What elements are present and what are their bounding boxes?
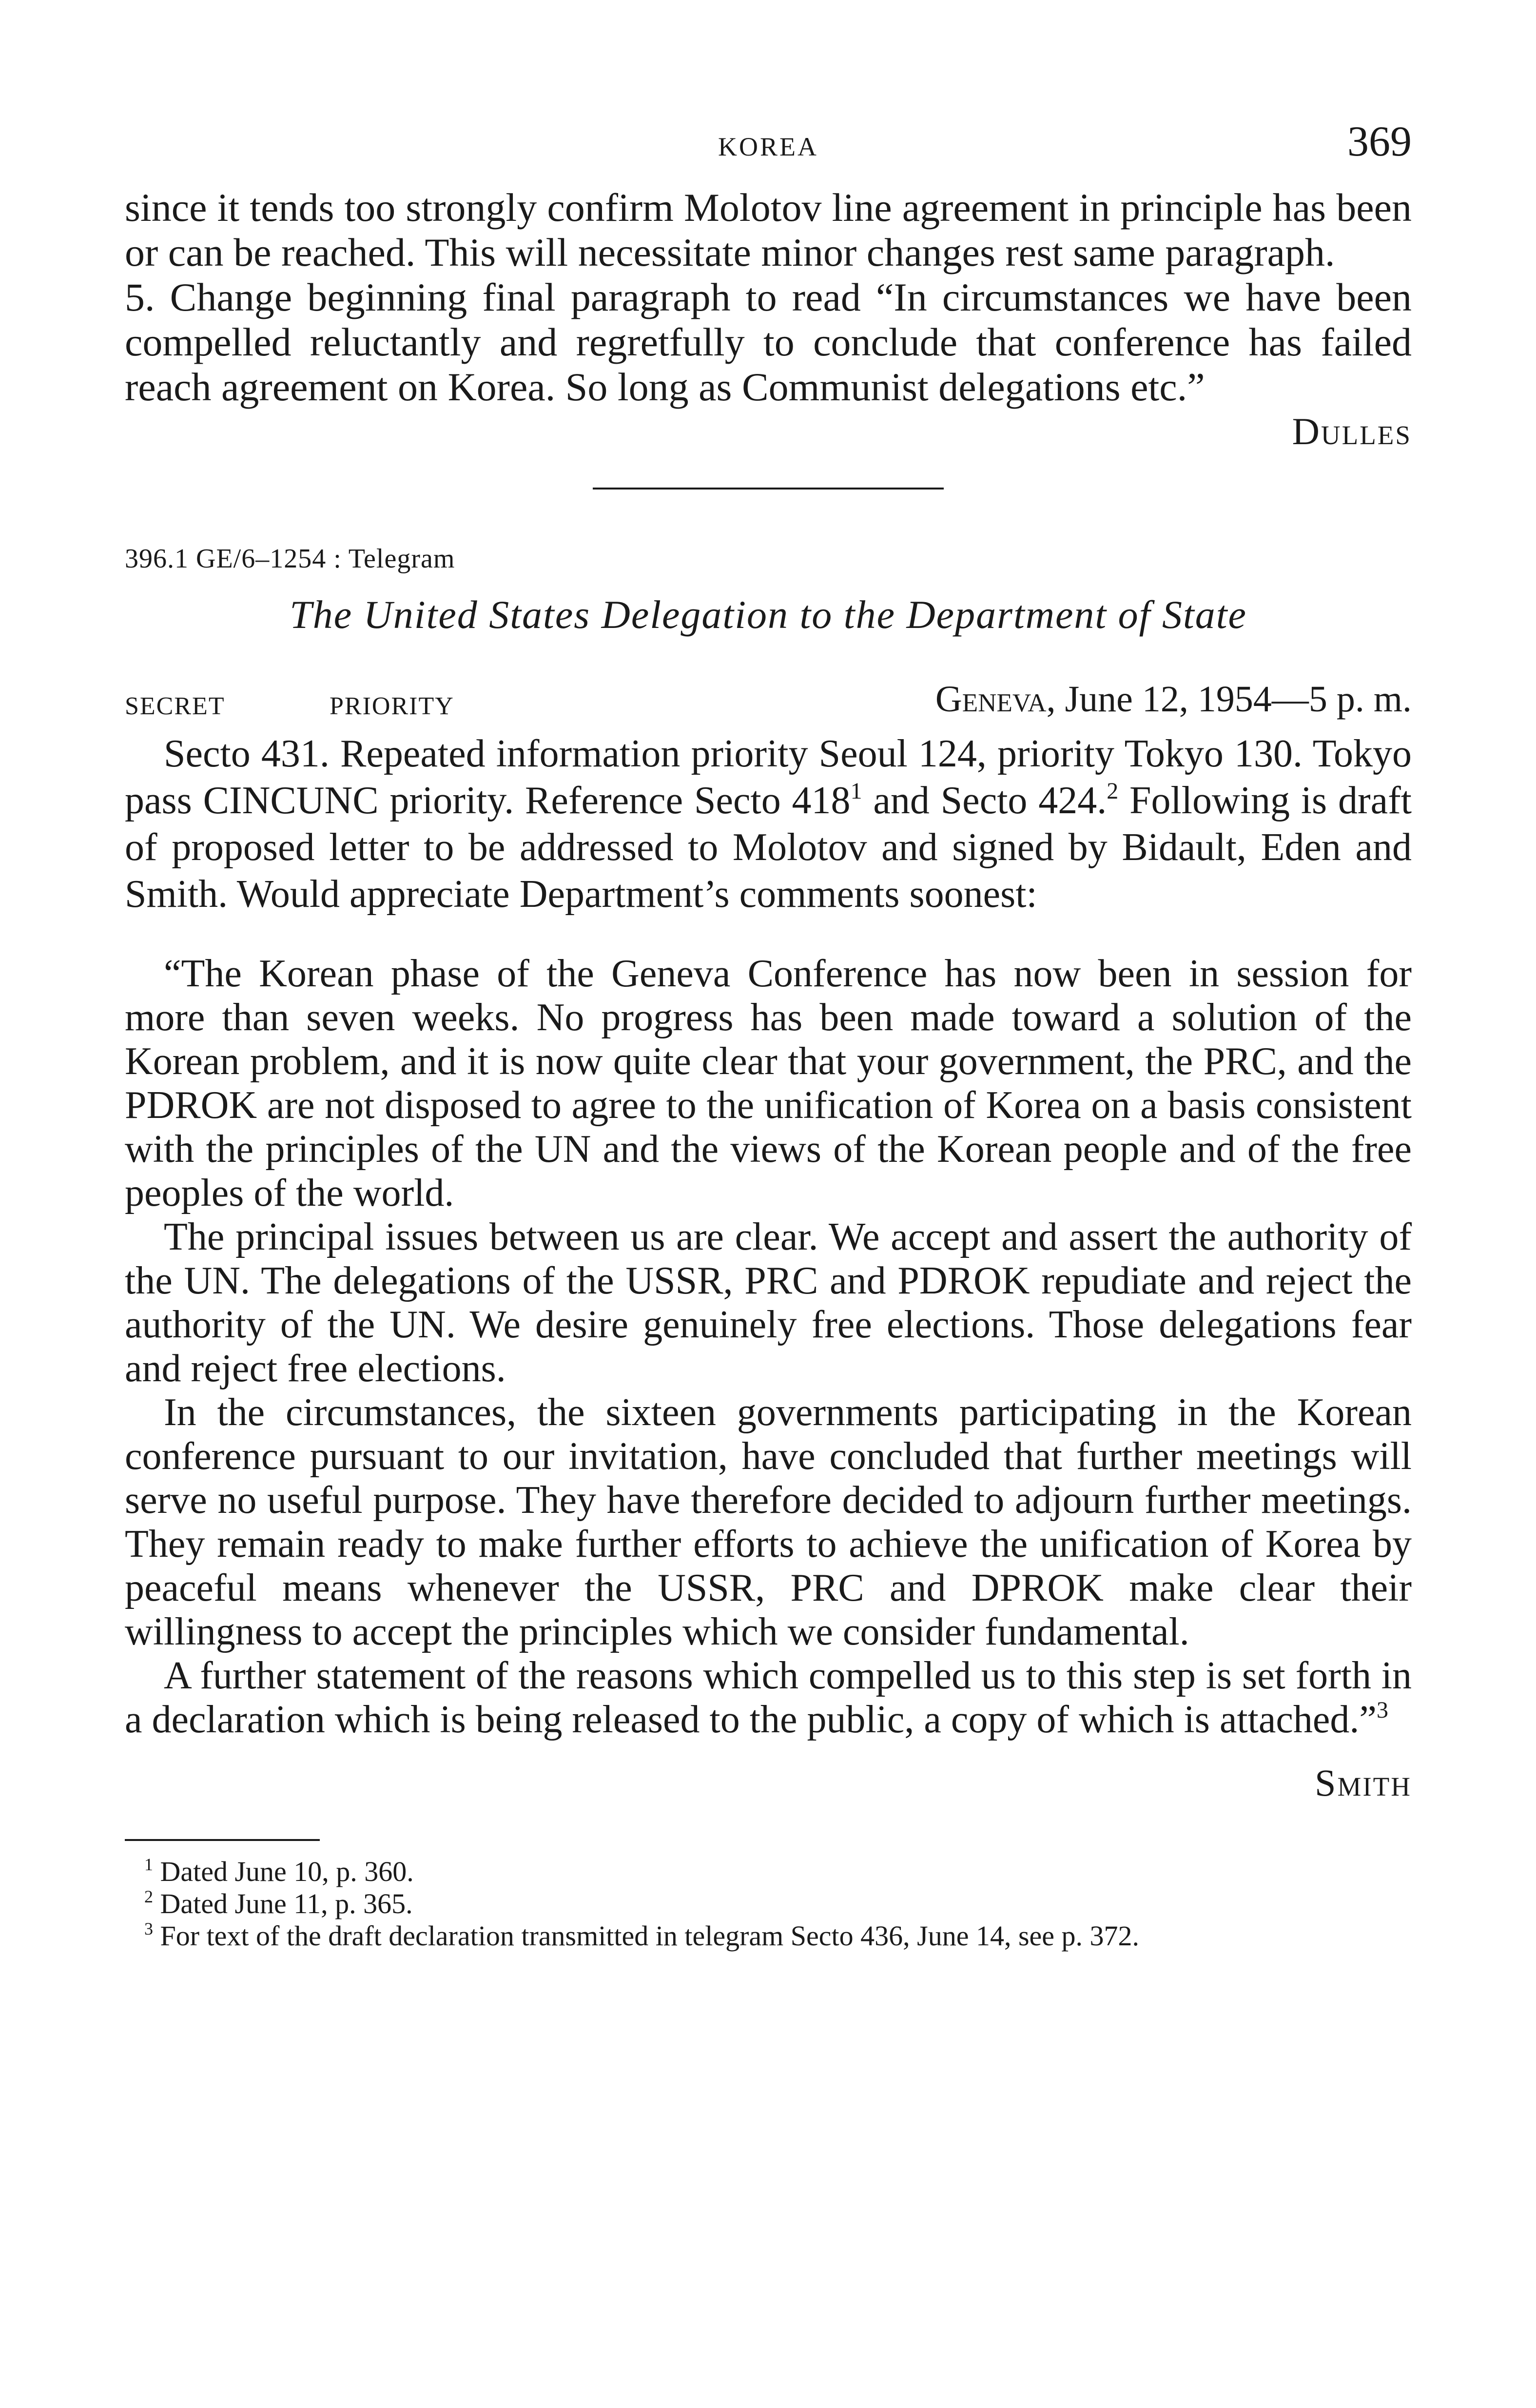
dateline-place: Geneva	[935, 679, 1047, 720]
footnote-text: Dated June 11, p. 365.	[160, 1888, 413, 1919]
precedence-label: PRIORITY	[330, 692, 454, 720]
document-title: The United States Delegation to the Department of State	[290, 592, 1247, 637]
file-reference: 396.1 GE/6–1254 : Telegram	[125, 544, 455, 574]
document-page	[125, 117, 1412, 1952]
telegram-part: Secto 431. Repeated information priority Seoul 124, priority Tokyo 130. Tokyo pass CINCUNC priority. Reference Secto 418	[125, 732, 1412, 822]
letter-paragraph: The principal issues between us are clear. We accept and assert the authority of the UN. The delegations of the USSR, PRC and PDROK repudiate and reject the authority of the UN. We desire genuinely free elections. Those delegations fear and reject free elections.	[125, 1215, 1412, 1390]
footnote-mark: 2	[144, 1887, 153, 1906]
previous-document-text	[125, 185, 1412, 410]
footnote-ref: 2	[1107, 778, 1119, 804]
classification-row	[125, 672, 1412, 721]
paragraph: 5. Change beginning final paragraph to read “In circumstances we have been compelled reluctantly and regretfully to conclude that conference has failed reach agreement on Korea. So long as Communist delegations etc.”	[125, 275, 1412, 409]
signature-text: Dulles	[1292, 410, 1412, 452]
signature-smith	[125, 1761, 1412, 1805]
telegram-text	[125, 730, 1412, 918]
footnote-text: Dated June 10, p. 360.	[160, 1856, 414, 1887]
footnote-mark: 1	[144, 1855, 153, 1874]
page-header	[125, 117, 1412, 171]
draft-letter	[125, 952, 1412, 1742]
dateline	[935, 678, 1412, 721]
footnote-ref: 3	[1376, 1697, 1388, 1723]
signature-text: Smith	[1315, 1762, 1412, 1804]
footnote	[125, 1920, 1412, 1952]
running-head: KOREA	[718, 132, 818, 161]
section-divider	[593, 488, 944, 489]
letter-paragraph: In the circumstances, the sixteen governments participating in the Korean conference pursuant to our invitation, have concluded that further meetings will serve no useful purpose. They have therefore decided to adjourn further meetings. They remain ready to make further efforts to achieve the unification of Korea by peaceful means whenever the USSR, PRC and DPROK make clear their willingness to accept the principles which we consider fundamental.	[125, 1391, 1412, 1653]
footnote-text: For text of the draft declaration transmitted in telegram Secto 436, June 14, see p. 372.	[160, 1920, 1140, 1952]
footnotes	[125, 1856, 1412, 1952]
letter-paragraph: “The Korean phase of the Geneva Conference has now been in session for more than seven weeks. No progress has been made toward a solution of the Korean problem, and it is now quite clear that your government, the PRC, and the PDROK are not disposed to agree to the unification of Korea on a basis consistent with the principles of the UN and the views of the Korean people and of the free peoples of the world.	[125, 952, 1412, 1214]
classification-label: SECRET	[125, 692, 225, 720]
page-number: 369	[1347, 118, 1412, 165]
footnote-mark: 3	[144, 1919, 153, 1938]
footnote	[125, 1888, 1412, 1920]
dateline-date: , June 12, 1954—5 p. m.	[1046, 679, 1412, 720]
paragraph: since it tends too strongly confirm Molotov line agreement in principle has been or can be reached. This will necessitate minor changes rest same paragraph.	[125, 185, 1412, 274]
footnote-ref: 1	[850, 778, 862, 804]
footnote-divider	[125, 1839, 320, 1841]
telegram-part: and Secto 424.	[862, 779, 1107, 822]
telegram-part: Following is draft of proposed letter to be addressed to Molotov and signed by Bidault, Eden and Smith. Would appreciate Department’s comments soonest:	[125, 779, 1412, 916]
letter-paragraph	[125, 1654, 1412, 1742]
footnote	[125, 1856, 1412, 1888]
signature-dulles	[125, 410, 1412, 453]
letter-last-text: A further statement of the reasons which compelled us to this step is set forth in a declaration which is being released to the public, a copy of which is attached.”	[125, 1654, 1412, 1741]
